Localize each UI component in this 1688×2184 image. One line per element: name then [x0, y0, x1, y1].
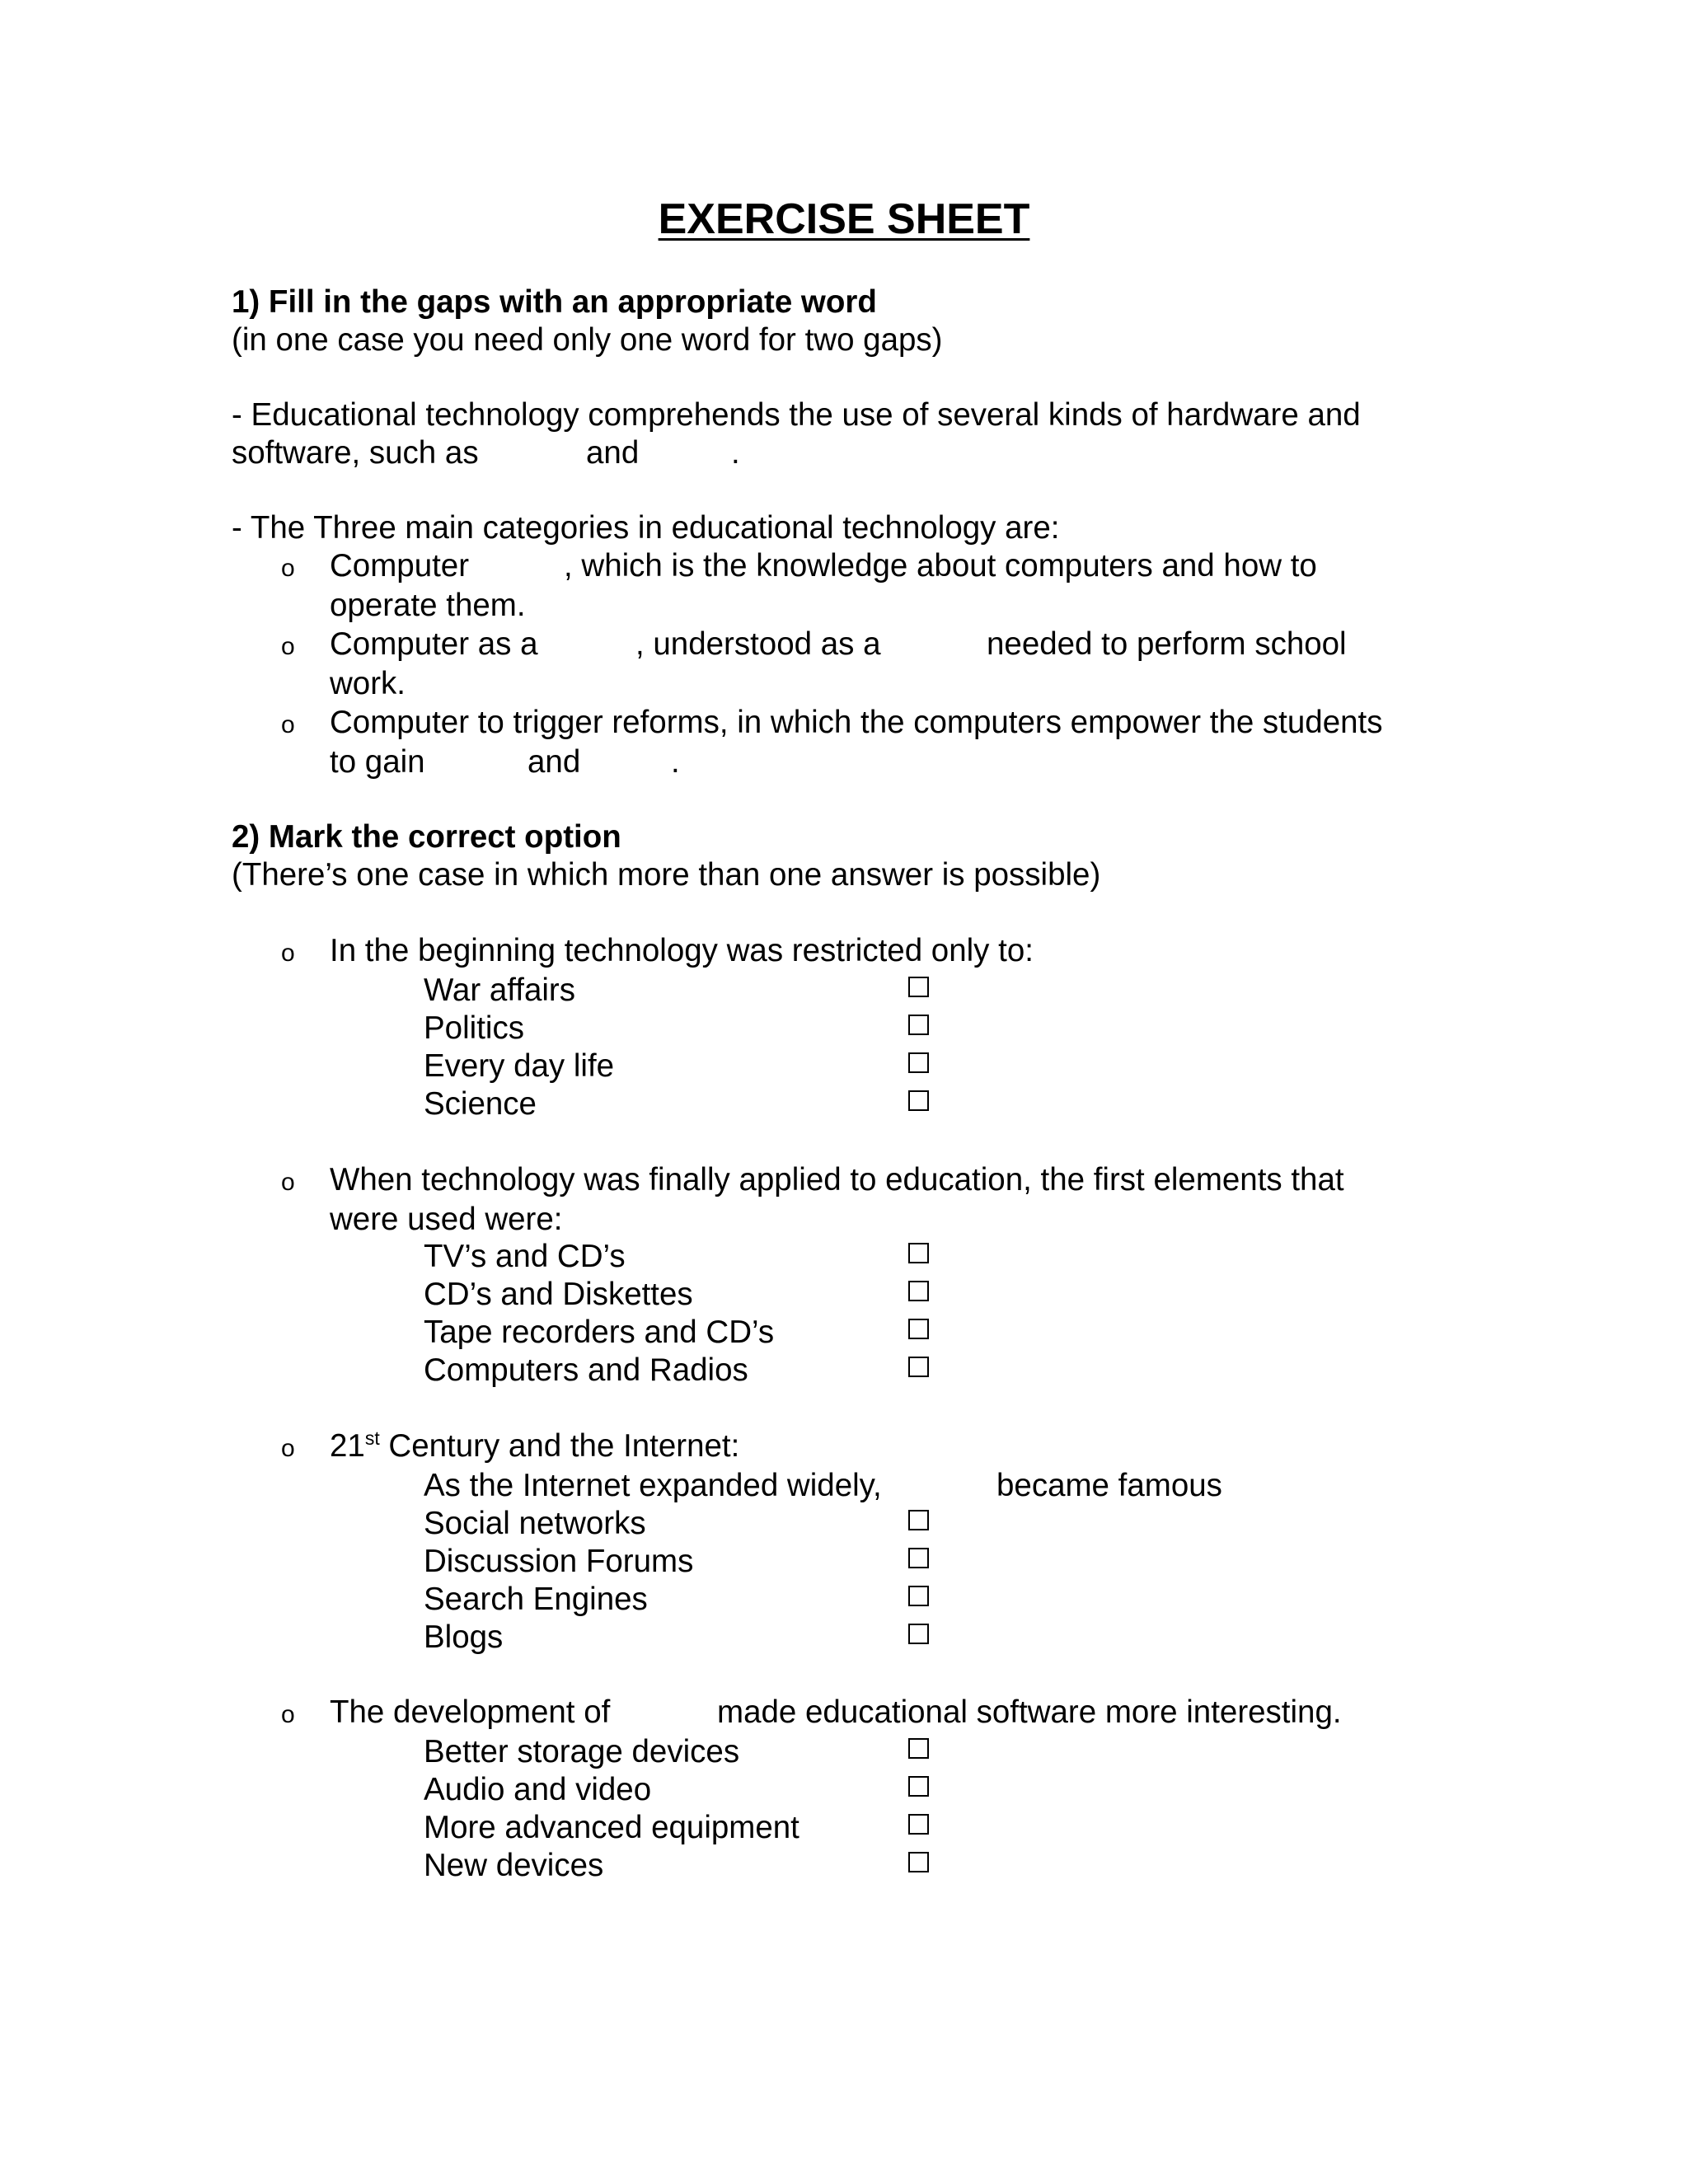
s1-cat-b-line2: work. — [330, 666, 406, 701]
s1-cat-a-part1: Computer — [330, 548, 470, 583]
s1-cat-c-line2-b: and — [528, 744, 581, 780]
q1-prompt: In the beginning technology was restricted only to: — [330, 933, 1034, 968]
section2-heading: 2) Mark the correct option — [232, 819, 621, 855]
q2-checkbox-2[interactable] — [908, 1281, 929, 1301]
q1-option-1: War affairs — [424, 972, 575, 1008]
q3-sub-b: became famous — [996, 1468, 1222, 1503]
q3-prompt-ordinal: st — [364, 1427, 380, 1449]
s1-item2-intro: - The Three main categories in educational technology are: — [232, 510, 1060, 546]
s1-item1-line1: - Educational technology comprehends the use of several kinds of hardware and — [232, 397, 1361, 433]
q2-option-3: Tape recorders and CD’s — [424, 1315, 775, 1350]
q3-option-2: Discussion Forums — [424, 1544, 694, 1579]
bullet-icon: o — [281, 940, 295, 967]
s1-cat-b-part1: Computer as a — [330, 626, 538, 662]
q2-option-4: Computers and Radios — [424, 1352, 748, 1388]
q1-option-2: Politics — [424, 1010, 524, 1046]
section1-heading: 1) Fill in the gaps with an appropriate word — [232, 284, 877, 320]
q4-option-1: Better storage devices — [424, 1734, 740, 1769]
q4-option-2: Audio and video — [424, 1772, 652, 1807]
s1-cat-b-part3: needed to perform school — [987, 626, 1347, 662]
s1-cat-a-line2: operate them. — [330, 588, 526, 623]
q2-checkbox-1[interactable] — [908, 1243, 929, 1263]
q1-checkbox-2[interactable] — [908, 1015, 929, 1035]
bullet-icon: o — [281, 1435, 295, 1462]
q4-option-3: More advanced equipment — [424, 1810, 799, 1845]
bullet-icon: o — [281, 1701, 295, 1728]
q4-prompt-b: made educational software more interesting. — [717, 1694, 1342, 1730]
q3-option-1: Social networks — [424, 1506, 646, 1541]
q3-prompt-number: 21 — [330, 1428, 365, 1464]
q4-checkbox-2[interactable] — [908, 1776, 929, 1797]
s1-cat-b-part2: , understood as a — [635, 626, 881, 662]
q3-checkbox-4[interactable] — [908, 1624, 929, 1644]
q2-option-2: CD’s and Diskettes — [424, 1277, 693, 1312]
q2-prompt-line1: When technology was finally applied to education, the first elements that — [330, 1162, 1344, 1197]
q1-option-3: Every day life — [424, 1048, 615, 1084]
q4-checkbox-4[interactable] — [908, 1852, 929, 1872]
q3-option-4: Blogs — [424, 1619, 504, 1655]
q4-checkbox-1[interactable] — [908, 1738, 929, 1759]
q1-checkbox-3[interactable] — [908, 1052, 929, 1073]
q2-prompt-line2: were used were: — [330, 1202, 563, 1237]
q3-sub-a: As the Internet expanded widely, — [424, 1468, 882, 1503]
bullet-icon: o — [281, 555, 295, 582]
bullet-icon: o — [281, 711, 295, 738]
section1-note: (in one case you need only one word for two gaps) — [232, 322, 943, 358]
q2-checkbox-3[interactable] — [908, 1319, 929, 1339]
q3-prompt-rest: Century and the Internet: — [379, 1428, 740, 1464]
q3-checkbox-3[interactable] — [908, 1586, 929, 1606]
q4-checkbox-3[interactable] — [908, 1814, 929, 1835]
s1-cat-a-part2: , which is the knowledge about computers and how to — [564, 548, 1317, 583]
s1-item1-line2-a: software, such as — [232, 435, 479, 471]
q3-option-3: Search Engines — [424, 1582, 648, 1617]
bullet-icon: o — [281, 633, 295, 660]
s1-cat-c-line1: Computer to trigger reforms, in which the computers empower the students — [330, 705, 1383, 740]
section2-note: (There’s one case in which more than one answer is possible) — [232, 857, 1101, 893]
q1-option-4: Science — [424, 1086, 537, 1122]
s1-item1-line2-b: and — [586, 435, 640, 471]
s1-item1-line2-c: . — [731, 435, 740, 471]
s1-cat-c-line2-c: . — [671, 744, 680, 780]
q4-option-4: New devices — [424, 1848, 604, 1883]
q2-option-1: TV’s and CD’s — [424, 1239, 626, 1274]
page-title: EXERCISE SHEET — [658, 195, 1030, 243]
bullet-icon: o — [281, 1169, 295, 1196]
q2-checkbox-4[interactable] — [908, 1357, 929, 1377]
q3-checkbox-2[interactable] — [908, 1548, 929, 1568]
q1-checkbox-1[interactable] — [908, 977, 929, 997]
q1-checkbox-4[interactable] — [908, 1090, 929, 1111]
q3-checkbox-1[interactable] — [908, 1510, 929, 1530]
q4-prompt-a: The development of — [330, 1694, 611, 1730]
q3-prompt — [330, 1427, 740, 1464]
s1-cat-c-line2-a: to gain — [330, 744, 425, 780]
